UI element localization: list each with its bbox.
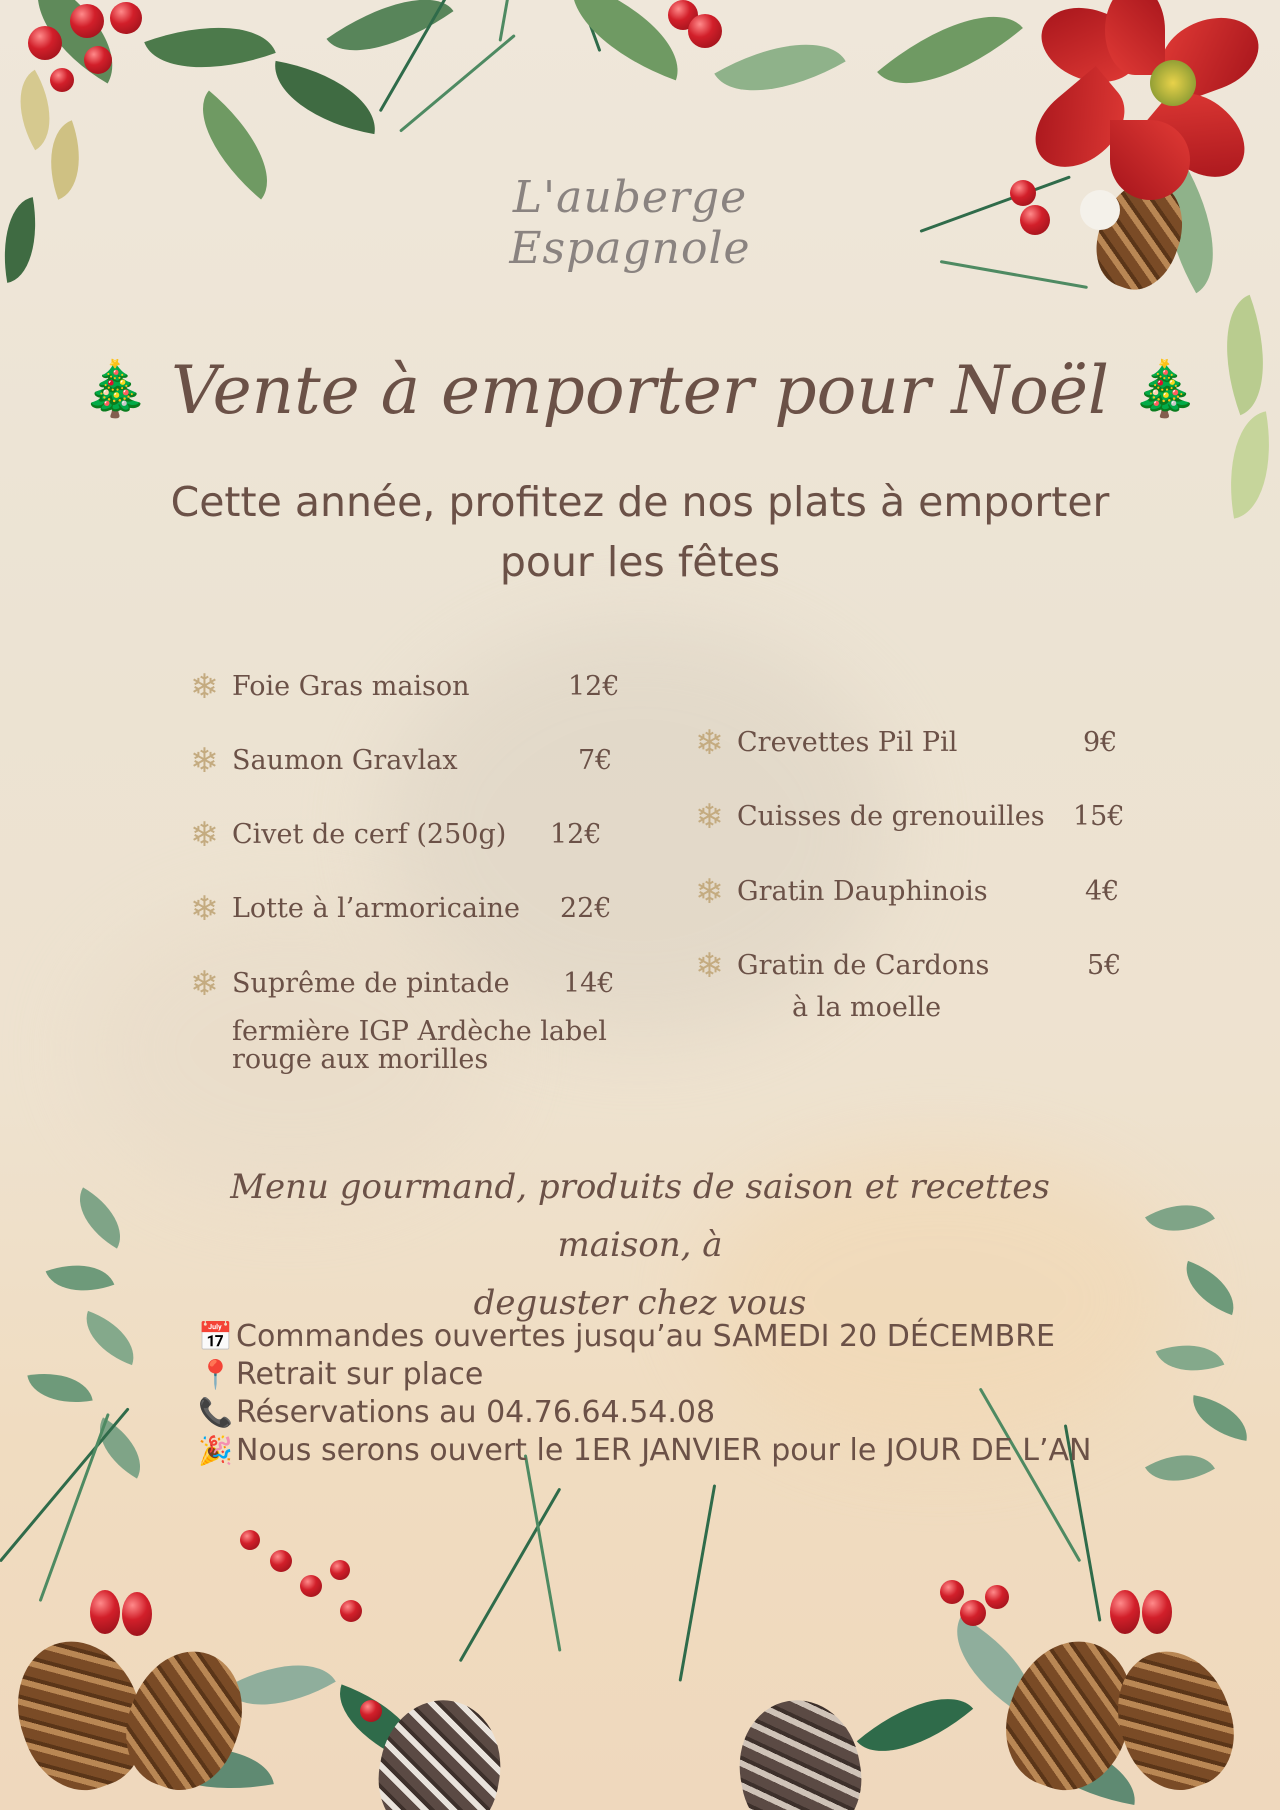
snowflake-icon: ❄ — [190, 667, 219, 707]
menu-item-price: 9€ — [1083, 727, 1118, 758]
info-text: Nous serons ouvert le 1ER JANVIER pour le JOUR DE L’AN — [236, 1433, 1092, 1468]
menu-item-price: 5€ — [1087, 950, 1122, 981]
snowflake-icon: ❄ — [190, 964, 219, 1004]
snowflake-icon: ❄ — [190, 741, 219, 781]
menu-item-name: Lotte à l’armoricaine — [232, 893, 520, 924]
location-pin-icon: 📍 — [198, 1358, 233, 1391]
menu-item-name: Suprême de pintade — [232, 968, 510, 999]
snowflake-icon: ❄ — [190, 889, 219, 929]
snowflake-icon: ❄ — [190, 815, 219, 855]
menu-item-description: à la moelle — [792, 992, 942, 1023]
menu-item-price: 22€ — [560, 893, 612, 924]
menu-item-name: Crevettes Pil Pil — [737, 727, 958, 758]
tagline — [180, 1158, 1100, 1332]
menu-item-name: Saumon Gravlax — [232, 745, 458, 776]
party-popper-icon: 🎉 — [198, 1434, 233, 1467]
snowflake-icon: ❄ — [695, 797, 724, 837]
page-subtitle — [60, 472, 1220, 592]
tagline-line: deguster chez vous — [473, 1283, 807, 1323]
info-text: Retrait sur place — [236, 1357, 484, 1392]
menu-item-price: 7€ — [578, 745, 613, 776]
info-line-new-year — [198, 1432, 1138, 1470]
page-title-text: Vente à emporter pour Noël — [170, 352, 1110, 429]
info-line-pickup — [198, 1356, 1138, 1394]
menu-item-name: Cuisses de grenouilles — [737, 801, 1045, 832]
menu-item-price: 12€ — [550, 819, 602, 850]
menu-item-price: 12€ — [568, 671, 620, 702]
menu-item-name: Foie Gras maison — [232, 671, 470, 702]
subtitle-line: pour les fêtes — [499, 538, 781, 586]
restaurant-logo: L'auberge Espagnole — [509, 172, 751, 274]
phone-icon: 📞 — [198, 1396, 233, 1429]
snowflake-icon: ❄ — [695, 946, 724, 986]
info-text: Réservations au 04.76.64.54.08 — [236, 1395, 716, 1430]
menu-item-description: rouge aux morilles — [232, 1044, 489, 1075]
snowflake-icon: ❄ — [695, 872, 724, 912]
menu-item-name: Gratin Dauphinois — [737, 876, 988, 907]
calendar-icon: 📅 — [198, 1320, 233, 1353]
menu-item-name: Gratin de Cardons — [737, 950, 990, 981]
tagline-line: Menu gourmand, produits de saison et recettes maison, à — [230, 1167, 1050, 1265]
christmas-tree-icon: 🎄 — [81, 357, 149, 420]
subtitle-line: Cette année, profitez de nos plats à emporter — [170, 478, 1110, 526]
menu-item-name: Civet de cerf (250g) — [232, 819, 507, 850]
menu-item-description: fermière IGP Ardèche label — [232, 1016, 607, 1047]
info-list — [198, 1318, 1138, 1470]
menu-item-price: 15€ — [1073, 801, 1125, 832]
snowflake-icon: ❄ — [695, 723, 724, 763]
page-title — [0, 352, 1280, 429]
info-line-orders — [198, 1318, 1138, 1356]
info-line-reservations — [198, 1394, 1138, 1432]
menu-item-price: 4€ — [1085, 876, 1120, 907]
christmas-tree-icon: 🎄 — [1131, 357, 1199, 420]
menu-item-price: 14€ — [563, 968, 615, 999]
info-text: Commandes ouvertes jusqu’au SAMEDI 20 DÉCEMBRE — [236, 1319, 1055, 1354]
